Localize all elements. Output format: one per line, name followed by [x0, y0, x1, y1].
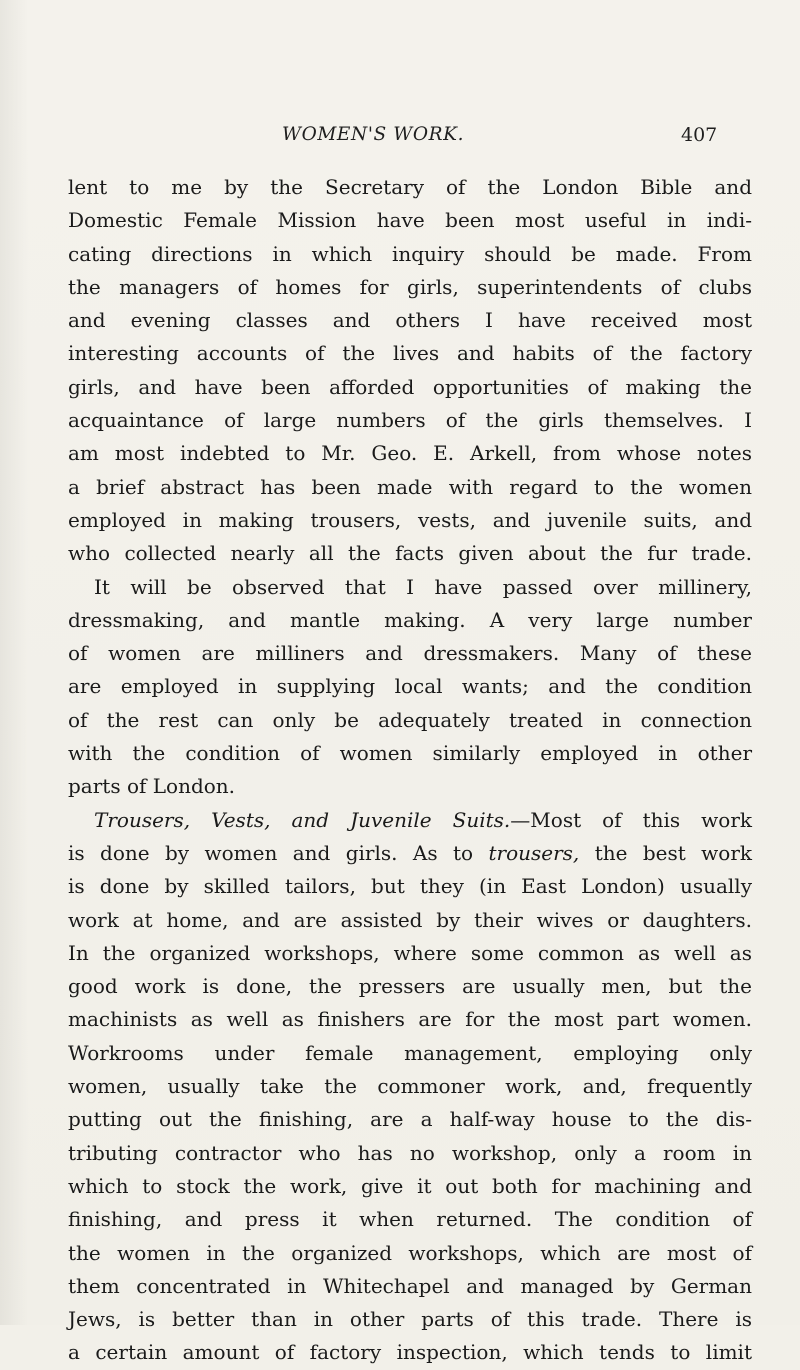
text-line: and evening classes and others I have received most [68, 308, 752, 333]
section-second-line [68, 837, 752, 870]
running-head: WOMEN'S WORK. [282, 124, 465, 145]
text-line: which to stock the work, give it out both for machining and [68, 1173, 752, 1198]
text-line: women, usually take the commoner work, and, frequently [68, 1074, 752, 1099]
paragraph-2-rest [68, 870, 752, 1369]
text-line: a brief abstract has been made with regard to the women [68, 474, 752, 499]
text-line: am most indebted to Mr. Geo. E. Arkell, from whose notes [68, 441, 752, 466]
text-line: good work is done, the pressers are usually men, but the [68, 974, 752, 999]
text-line: In the organized workshops, where some common as well as [68, 940, 752, 965]
text-line: who collected nearly all the facts given about the fur trade. [68, 541, 752, 566]
text-line: the women in the organized workshops, which are most of [68, 1240, 752, 1265]
paragraph-1 [68, 171, 752, 804]
text-line: a certain amount of factory inspection, which tends to limit [68, 1340, 752, 1365]
text-line: dressmaking, and mantle making. A very large number [68, 607, 752, 632]
text-line: It will be observed that I have passed over millinery, [94, 574, 752, 599]
text-line: is done by skilled tailors, but they (in East London) usually [68, 874, 752, 899]
section-heading: Trousers, Vests, and Juvenile Suits. [94, 807, 511, 832]
text-line: of the rest can only be adequately treated in connection [68, 707, 752, 732]
text-line: acquaintance of large numbers of the girls themselves. I [68, 408, 752, 433]
text-line: Jews, is better than in other parts of this trade. There is [68, 1307, 752, 1332]
text-line: employed in making trousers, vests, and juvenile suits, and [68, 507, 752, 532]
section-first-line [68, 804, 752, 837]
text-line: the managers of homes for girls, superintendents of clubs [68, 274, 752, 299]
text-line: are employed in supplying local wants; and the condition [68, 674, 752, 699]
text-line: work at home, and are assisted by their wives or daughters. [68, 907, 752, 932]
text-line: putting out the finishing, are a half-way house to the dis- [68, 1107, 752, 1132]
text-line: with the condition of women similarly employed in other [68, 741, 752, 766]
text-line: machinists as well as finishers are for the most part women. [68, 1007, 752, 1032]
text-line: girls, and have been afforded opportunities of making the [68, 374, 752, 399]
text-line: interesting accounts of the lives and habits of the factory [68, 341, 752, 366]
text-line: finishing, and press it when returned. The condition of [68, 1207, 752, 1232]
body-text [68, 171, 752, 1370]
section-first-line-rest: —Most of this work [510, 807, 752, 832]
section-second-line-end: the best work [594, 840, 753, 865]
text-line: Domestic Female Mission have been most useful in indi- [68, 208, 752, 233]
section-second-line-italic: trousers, [488, 840, 580, 865]
text-line: lent to me by the Secretary of the London Bible and [68, 175, 752, 199]
text-line: parts of London. [68, 774, 236, 799]
text-line: of women are milliners and dressmakers. Many of these [68, 641, 752, 666]
page-header [0, 118, 800, 152]
text-line: them concentrated in Whitechapel and managed by German [68, 1273, 752, 1298]
text-line: tributing contractor who has no workshop, only a room in [68, 1140, 752, 1165]
page-number: 407 [681, 124, 718, 146]
text-line: Workrooms under female management, employing only [68, 1040, 752, 1065]
text-line: cating directions in which inquiry should be made. From [68, 241, 752, 266]
section-second-line-start: is done by women and girls. As to [68, 840, 474, 865]
paragraph-2 [68, 804, 752, 1370]
